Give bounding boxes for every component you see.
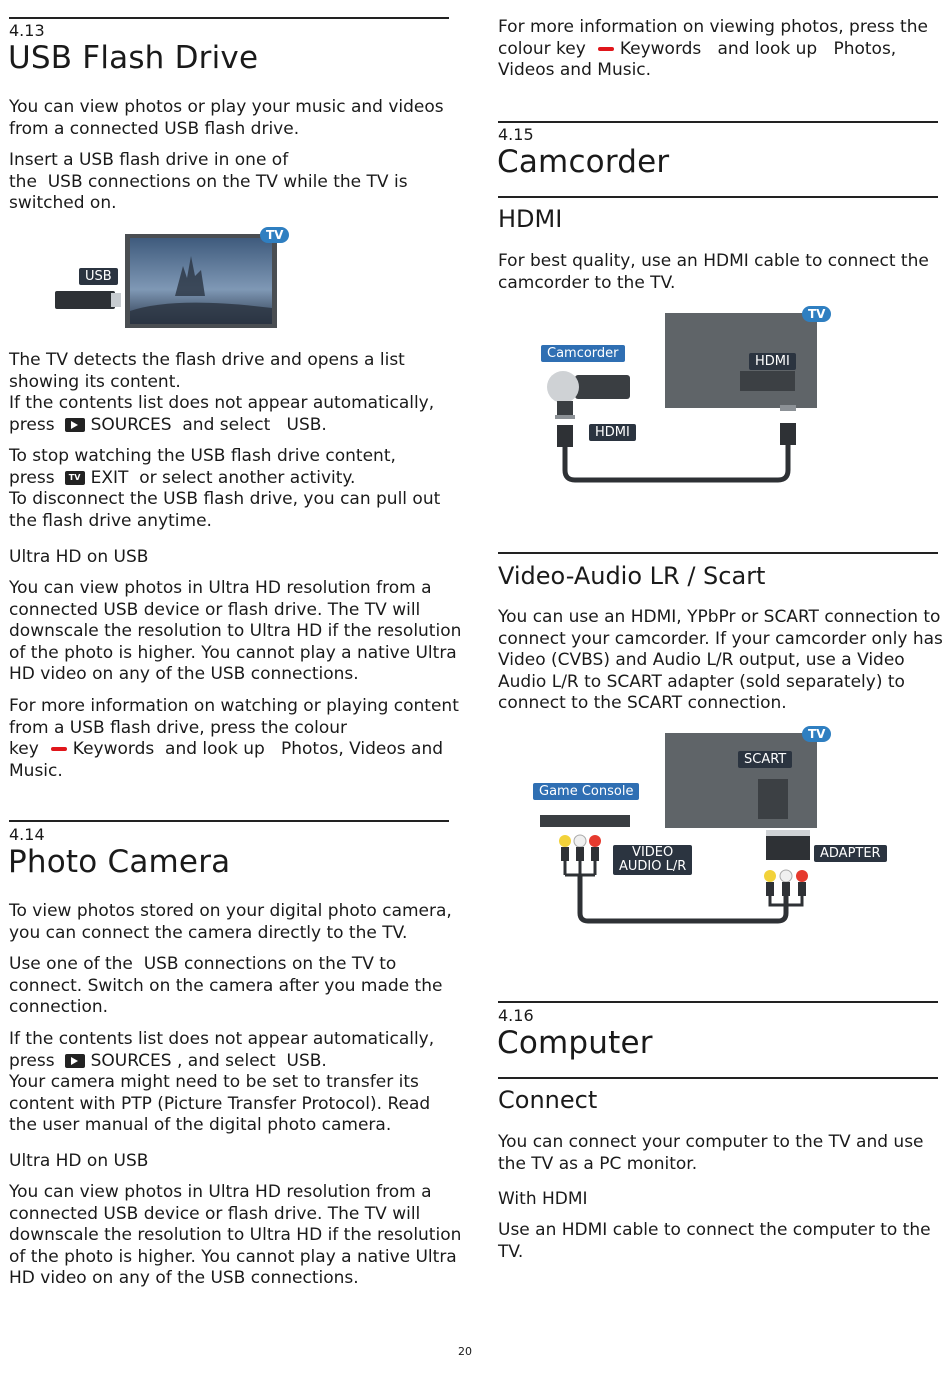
scart-figure xyxy=(530,725,881,940)
paragraph: If the contents list does not appear automatically, press SOURCES , and select USB. Your camera might need to be set to transfer its content with PTP (Picture Transfer Protocol). Read the user manual of the digital photo camera. xyxy=(9,1029,435,1136)
tv-exit-icon: TV xyxy=(65,471,85,485)
tv-badge: TV xyxy=(260,227,289,243)
subsection-title: Connect xyxy=(498,1086,598,1114)
section-rule xyxy=(9,17,449,19)
adapter-label: ADAPTER xyxy=(814,845,887,862)
paragraph: For more information on viewing photos, press the colour key Keywords and look up Photos, Videos and Music. xyxy=(498,17,928,81)
subsection-rule xyxy=(498,1077,938,1079)
hdmi-illustration xyxy=(535,305,835,490)
section-number: 4.14 xyxy=(9,825,45,844)
paragraph: To view photos stored on your digital photo camera, you can connect the camera directly to the TV. xyxy=(9,901,452,943)
hdmi-cable-label: HDMI xyxy=(589,424,636,441)
paragraph: To stop watching the USB flash drive content, press TV EXIT or select another activity. To disconnect the USB flash drive, you can pull out the flash drive anytime. xyxy=(9,446,441,531)
section-number: 4.15 xyxy=(498,125,534,144)
scart-label: SCART xyxy=(738,751,792,768)
subsection-title: HDMI xyxy=(498,205,563,233)
paragraph: The TV detects the flash drive and opens a list showing its content. If the contents list does not appear automatically, press SOURCES and select USB. xyxy=(9,350,435,435)
hdmi-figure xyxy=(535,305,835,490)
subsection-rule xyxy=(498,196,938,198)
camcorder-label: Camcorder xyxy=(541,345,625,362)
section-rule xyxy=(498,121,938,123)
red-key-icon xyxy=(598,47,614,51)
paragraph: You can view photos or play your music and videos from a connected USB flash drive. xyxy=(9,97,444,139)
subsection-rule xyxy=(498,552,938,554)
section-title: Computer xyxy=(497,1025,653,1061)
video-audio-label: VIDEO AUDIO L/R xyxy=(613,845,692,875)
subheading: Ultra HD on USB xyxy=(9,1151,149,1171)
paragraph: Use one of the USB connections on the TV to connect. Switch on the camera after you made the connection. xyxy=(9,954,443,1018)
paragraph: For more information on watching or playing content from a USB flash drive, press the colour key Keywords and look up Photos, Videos and Music. xyxy=(9,696,459,781)
paragraph: Insert a USB flash drive in one of the USB connections on the TV while the TV is switched on. xyxy=(9,150,408,214)
paragraph: You can view photos in Ultra HD resolution from a connected USB device or flash drive. The TV will downscale the resolution to Ultra HD if the resolution of the photo is higher. You cannot play a native Ultra HD video on any of the USB connections. xyxy=(9,578,462,685)
paragraph: You can view photos in Ultra HD resolution from a connected USB device or flash drive. The TV will downscale the resolution to Ultra HD if the resolution of the photo is higher. You cannot play a native Ultra HD video on any of the USB connections. xyxy=(9,1182,462,1289)
section-title: USB Flash Drive xyxy=(8,40,259,76)
section-number: 4.16 xyxy=(498,1006,534,1025)
subsection-title: Video-Audio LR / Scart xyxy=(498,562,766,590)
subheading: With HDMI xyxy=(498,1189,588,1209)
subheading: Ultra HD on USB xyxy=(9,547,149,567)
section-rule xyxy=(9,820,449,822)
paragraph: Use an HDMI cable to connect the computer to the TV. xyxy=(498,1220,931,1262)
section-rule xyxy=(498,1001,938,1003)
sources-icon xyxy=(65,1054,85,1068)
game-console-label: Game Console xyxy=(533,783,639,800)
section-title: Photo Camera xyxy=(8,844,231,880)
section-title: Camcorder xyxy=(497,144,670,180)
hdmi-tv-label: HDMI xyxy=(749,353,796,370)
section-number: 4.13 xyxy=(9,21,45,40)
tv-badge: TV xyxy=(802,726,831,742)
paragraph: For best quality, use an HDMI cable to connect the camcorder to the TV. xyxy=(498,251,929,293)
paragraph: You can connect your computer to the TV and use the TV as a PC monitor. xyxy=(498,1132,924,1174)
usb-figure xyxy=(55,226,305,331)
tv-badge: TV xyxy=(802,306,831,322)
page-number: 20 xyxy=(458,1345,472,1358)
red-key-icon xyxy=(51,747,67,751)
usb-label: USB xyxy=(79,268,118,285)
paragraph: You can use an HDMI, YPbPr or SCART connection to connect your camcorder. If your camcorder only has Video (CVBS) and Audio L/R output, use a Video Audio L/R to SCART adapter (sold separately) to connect to the SCART connection. xyxy=(498,607,943,714)
sources-icon xyxy=(65,418,85,432)
